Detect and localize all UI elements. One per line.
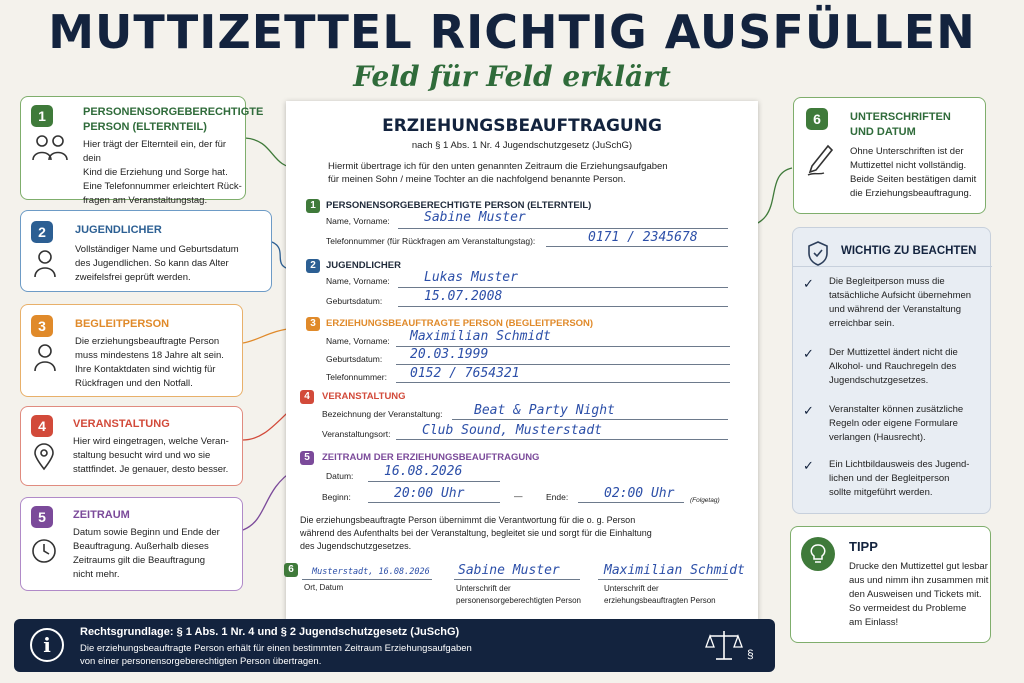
section-title: ERZIEHUNGSBEAUFTRAGTE PERSON (BEGLEITPERSON) bbox=[326, 318, 594, 329]
field-label: Telefonnummer (für Rückfragen am Veranstaltungstag): bbox=[326, 236, 536, 246]
form-intro: Hiermit übertrage ich für den unten genannten Zeitraum die Erziehungsaufgaben für meinen Sohn / meine Tochter an die nachfolgend benannte Person. bbox=[328, 161, 668, 185]
companion-name-field[interactable]: Maximilian Schmidt bbox=[410, 329, 551, 344]
lightbulb-icon bbox=[801, 537, 835, 571]
event-name-field[interactable]: Beat & Party Night bbox=[474, 403, 615, 418]
badge-3: 3 bbox=[31, 315, 53, 337]
field-label: Datum: bbox=[326, 471, 354, 481]
pen-icon bbox=[806, 142, 836, 176]
legal-title: Rechtsgrundlage: § 1 Abs. 1 Nr. 4 und § 2 Jugendschutzgesetz (JuSchG) bbox=[80, 626, 460, 638]
youth-name-field[interactable]: Lukas Muster bbox=[424, 270, 518, 285]
section-badge-6: 6 bbox=[284, 563, 298, 577]
card-text: Datum sowie Beginn und Ende der Beauftragung. Außerhalb dieses Zeitraums gilt die Beauftragung nicht mehr. bbox=[73, 527, 220, 580]
date-field[interactable]: 16.08.2026 bbox=[384, 464, 463, 479]
card-period bbox=[20, 497, 243, 591]
event-place-field[interactable]: Club Sound, Musterstadt bbox=[422, 423, 603, 438]
field-label: Name, Vorname: bbox=[326, 336, 390, 346]
field-label: Name, Vorname: bbox=[326, 216, 390, 226]
card-title: BEGLEITPERSON bbox=[75, 318, 170, 330]
person-icon bbox=[33, 249, 57, 279]
note-item: Ein Lichtbildausweis des Jugend- lichen und der Begleitperson sollte mitgeführt werden. bbox=[829, 459, 970, 498]
badge-6: 6 bbox=[806, 108, 828, 130]
card-title: VERANSTALTUNG bbox=[73, 418, 170, 430]
clock-icon bbox=[31, 538, 57, 564]
card-text: Die erziehungsbeauftragte Person muss mindestens 18 Jahre alt sein. Ihre Kontaktdaten sind wichtig für Rückfragen und den Notfall. bbox=[75, 336, 224, 389]
field-label: Telefonnummer: bbox=[326, 372, 387, 382]
start-time-field[interactable]: 20:00 Uhr bbox=[394, 486, 465, 501]
section-badge-5: 5 bbox=[300, 451, 314, 465]
companion-phone-field[interactable]: 0152 / 7654321 bbox=[410, 366, 520, 381]
card-title: ZEITRAUM bbox=[73, 509, 130, 521]
parent-phone-field[interactable]: 0171 / 2345678 bbox=[588, 230, 698, 245]
time-dash: — bbox=[514, 491, 523, 501]
parent-signature[interactable]: Sabine Muster bbox=[458, 563, 560, 578]
place-date-field[interactable]: Musterstadt, 16.08.2026 bbox=[312, 567, 430, 577]
youth-dob-field[interactable]: 15.07.2008 bbox=[424, 289, 503, 304]
field-label: Unterschrift der erziehungsbeauftragten Person bbox=[604, 584, 716, 605]
card-signatures bbox=[793, 97, 986, 214]
check-icon: ✓ bbox=[803, 403, 814, 418]
section-badge-3: 3 bbox=[306, 317, 320, 331]
location-pin-icon bbox=[33, 443, 55, 471]
legal-basis-bar bbox=[14, 619, 775, 672]
section-badge-1: 1 bbox=[306, 199, 320, 213]
form-title: ERZIEHUNGSBEAUFTRAGUNG bbox=[382, 116, 662, 136]
card-title: JUGENDLICHER bbox=[75, 224, 162, 236]
field-label: Ort, Datum bbox=[304, 583, 344, 592]
field-label: Bezeichnung der Veranstaltung: bbox=[322, 409, 443, 419]
field-label: Geburtsdatum: bbox=[326, 296, 383, 306]
tip-text: Drucke den Muttizettel gut lesbar aus und nimm ihn zusammen mit den Ausweisen und Tickets mit. So vermeidest du Probleme am Einlass! bbox=[849, 561, 989, 628]
card-youth bbox=[20, 210, 272, 292]
card-text: Hier trägt der Elternteil ein, der für dein Kind die Erziehung und Sorge hat. Eine Telefonnummer erleichtert Rück- fragen am Veranstaltungstag. bbox=[83, 139, 242, 206]
badge-1: 1 bbox=[31, 105, 53, 127]
responsibility-text: Die erziehungsbeauftragte Person übernimmt die Verantwortung für die o. g. Person während des Aufenthalts bei der Veranstaltung, begleitet sie und sorgt für die Einhaltung des Jugendschutzgesetzes. bbox=[300, 515, 652, 551]
card-title: PERSONENSORGEBERECHTIGTE PERSON (ELTERNTEIL) bbox=[83, 106, 264, 133]
companion-dob-field[interactable]: 20.03.1999 bbox=[410, 347, 489, 362]
badge-5: 5 bbox=[31, 506, 53, 528]
field-label: Ende: bbox=[546, 492, 569, 502]
info-icon: i bbox=[30, 628, 64, 662]
tip-box bbox=[790, 526, 991, 643]
field-label: Geburtsdatum: bbox=[326, 354, 383, 364]
companion-signature[interactable]: Maximilian Schmidt bbox=[604, 563, 745, 578]
notes-title: WICHTIG ZU BEACHTEN bbox=[841, 245, 977, 257]
field-label: Unterschrift der personensorgeberechtigten Person bbox=[456, 584, 581, 605]
note-item: Der Muttizettel ändert nicht die Alkohol- und Rauchregeln des Jugendschutzgesetzes. bbox=[829, 347, 958, 386]
parents-icon bbox=[31, 133, 71, 163]
section-badge-4: 4 bbox=[300, 390, 314, 404]
paragraph-sign: § bbox=[747, 647, 754, 661]
note-item: Die Begleitperson muss die tatsächliche Aufsicht übernehmen und während der Veranstaltung erreichbar sein. bbox=[829, 276, 972, 329]
badge-4: 4 bbox=[31, 415, 53, 437]
parent-name-field[interactable]: Sabine Muster bbox=[424, 210, 526, 225]
legal-text: Die erziehungsbeauftragte Person erhält für einen bestimmten Zeitraum Erziehungsaufgaben von einer personensorgeberechtigten Person übertragen. bbox=[80, 643, 472, 667]
check-icon: ✓ bbox=[803, 276, 814, 291]
card-text: Hier wird eingetragen, welche Veran- staltung besucht wird und wo sie stattfindet. Je genauer, desto besser. bbox=[73, 436, 229, 475]
page-title: MUTTIZETTEL RICHTIG AUSFÜLLEN bbox=[48, 5, 976, 59]
field-label: Name, Vorname: bbox=[326, 276, 390, 286]
section-badge-2: 2 bbox=[306, 259, 320, 273]
card-text: Ohne Unterschriften ist der Muttizettel nicht vollständig. Beide Seiten bestätigen damit die Erziehungsbeauftragung. bbox=[850, 146, 977, 199]
scale-icon bbox=[704, 627, 744, 663]
section-title: PERSONENSORGEBERECHTIGTE PERSON (ELTERNTEIL) bbox=[326, 200, 592, 211]
form-subtitle: nach § 1 Abs. 1 Nr. 4 Jugendschutzgesetz (JuSchG) bbox=[411, 140, 633, 151]
card-companion bbox=[20, 304, 243, 397]
important-notes-box bbox=[792, 227, 991, 514]
next-day-note: (Folgetag) bbox=[690, 497, 720, 504]
person-icon bbox=[33, 343, 57, 373]
shield-check-icon bbox=[807, 240, 829, 266]
card-parent bbox=[20, 96, 264, 206]
section-title: VERANSTALTUNG bbox=[322, 391, 406, 402]
field-label: Veranstaltungsort: bbox=[322, 429, 391, 439]
section-title: JUGENDLICHER bbox=[326, 260, 401, 271]
card-text: Vollständiger Name und Geburtsdatum des Jugendlichen. So kann das Alter zweifelsfrei geprüft werden. bbox=[75, 244, 239, 283]
tip-title: TIPP bbox=[849, 539, 878, 554]
check-icon: ✓ bbox=[803, 346, 814, 361]
page-subtitle: Feld für Feld erklärt bbox=[353, 60, 671, 93]
badge-2: 2 bbox=[31, 221, 53, 243]
section-title: ZEITRAUM DER ERZIEHUNGSBEAUFTRAGUNG bbox=[322, 452, 540, 463]
field-label: Beginn: bbox=[322, 492, 351, 502]
note-item: Veranstalter können zusätzliche Regeln oder eigene Formulare verlangen (Hausrecht). bbox=[829, 404, 964, 443]
end-time-field[interactable]: 02:00 Uhr bbox=[604, 486, 675, 501]
card-title: UNTERSCHRIFTEN UND DATUM bbox=[850, 111, 951, 138]
form-sheet bbox=[286, 101, 758, 621]
card-event bbox=[20, 406, 243, 486]
check-icon: ✓ bbox=[803, 458, 814, 473]
